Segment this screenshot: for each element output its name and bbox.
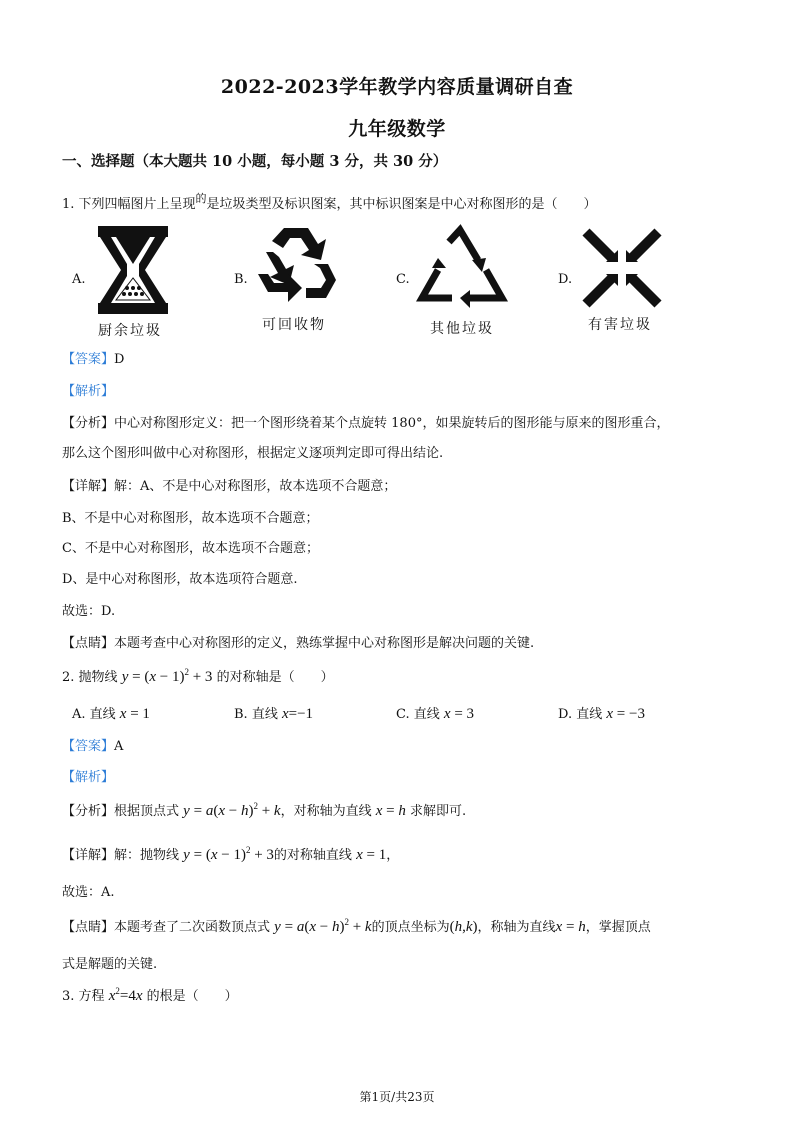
kitchen-waste-icon [94,224,172,316]
q1-detail-d: D、是中心对称图形，故本选项符合题意. [62,572,298,587]
q1-detail-b: B、不是中心对称图形，故本选项不合题意； [62,511,319,526]
q2-option-b: B. 直线 x=−1 [234,706,314,722]
option-b-label: B. [234,272,248,287]
q2-comment: 【点睛】本题考查了二次函数顶点式 $y = a(x - h)^2 + k$的顶点坐标为(h,k)，称轴为直线x = h，掌握顶点 [62,917,651,935]
q1-fenxi: 【分析】中心对称图形定义：把一个图形绕着某个点旋转 180°，如果旋转后的图形能与原来的图形重合， [62,416,670,431]
q2-option-a: A. 直线 x = 1 [72,706,150,722]
option-c-caption: 其他垃圾 [430,321,494,337]
q2-answer: 【答案】A [62,739,124,754]
q2-choose: 故选：A. [62,885,115,900]
page-footer: 第1页/共23页 [359,1090,435,1104]
q1-choose: 故选：D. [62,604,116,619]
q2-detail: 【详解】解：抛物线 $y = (x - 1)^2 + 3$的对称轴直线 x = 1， [62,845,400,863]
q1-stem: 1. 下列四幅图片上呈现$^的$是垃圾类型及标识图案，其中标识图案是中心对称图形的是（ ） [62,192,597,212]
q1-fenxi-cont: 那么这个图形叫做中心对称图形，根据定义逐项判定即可得出结论. [62,446,444,461]
q2-stem: 2. 抛物线 $y = (x - 1)^2 + 3$ 的对称轴是（ ） [62,667,334,685]
hazardous-waste-icon [582,228,662,308]
option-d-label: D. [558,272,573,287]
q2-option-c: C. 直线 x = 3 [396,706,475,722]
option-c-label: C. [396,272,410,287]
q1-comment: 【点睛】本题考查中心对称图形的定义，熟练掌握中心对称图形是解决问题的关键. [62,636,535,651]
q1-analysis-tag: 【解析】 [62,384,115,399]
option-a-caption: 厨余垃圾 [98,323,162,339]
option-d-caption: 有害垃圾 [588,317,652,333]
q2-analysis-tag: 【解析】 [62,770,115,785]
q1-detail-c: C、不是中心对称图形，故本选项不合题意； [62,541,319,556]
recyclable-icon [254,222,340,308]
q2-fenxi: 【分析】根据顶点式 $y = a(x - h)^2 + k$，对称轴为直线 x = h 求解即可. [62,801,467,819]
page-subtitle: 九年级数学 [348,118,446,140]
q3-stem: 3. 方程 $x^2=4x$ 的根是（ ） [62,986,238,1004]
q1-answer: 【答案】D [62,352,125,367]
option-a-label: A. [72,272,86,287]
other-waste-icon [416,224,508,310]
q1-detail: 【详解】解：A、不是中心对称图形，故本选项不合题意； [62,479,397,494]
option-b-caption: 可回收物 [262,317,326,333]
page-title: 2022-2023学年教学内容质量调研自查 [220,76,574,98]
q2-comment-cont: 式是解题的关键. [62,957,158,972]
section-heading: 一、选择题（本大题共 10 小题，每小题 3 分，共 30 分） [62,153,448,170]
q2-option-d: D. 直线 x = −3 [558,706,645,722]
